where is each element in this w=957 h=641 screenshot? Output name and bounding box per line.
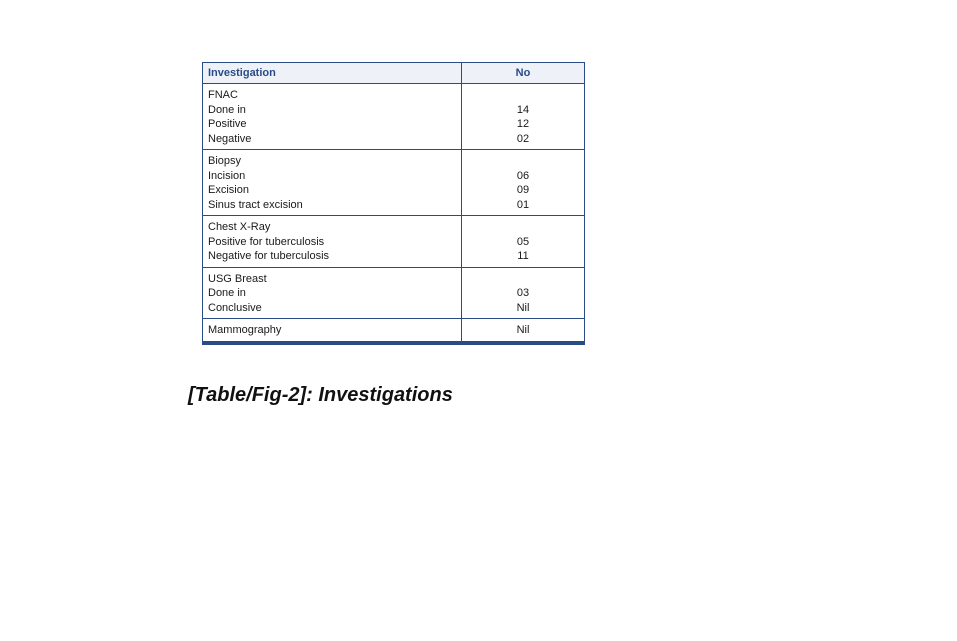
row-label: Positive [208, 118, 247, 130]
row-value: 14 [516, 103, 530, 116]
group-fnac [203, 84, 585, 150]
group-usg-breast-values [462, 267, 585, 319]
header-no: No [462, 63, 585, 84]
row-value: 02 [516, 132, 530, 145]
investigations-table [202, 62, 585, 345]
row-label: Negative for tuberculosis [208, 250, 330, 262]
group-biopsy-values [462, 150, 585, 216]
group-title: Biopsy [208, 155, 242, 167]
row-value: 05 [516, 235, 530, 248]
row-value: 06 [516, 169, 530, 182]
row-label: Negative [208, 132, 252, 145]
row-label: Conclusive [208, 301, 262, 314]
row-value: 01 [516, 198, 530, 211]
row-value: Nil [516, 324, 530, 336]
row-label: Done in [208, 287, 246, 299]
row-value: 09 [516, 184, 530, 196]
group-biopsy-labels [203, 150, 462, 216]
row-value: Nil [516, 301, 530, 314]
group-title: Chest X-Ray [208, 221, 271, 233]
group-usg-breast-labels [203, 267, 462, 319]
row-label: Mammography [208, 324, 282, 336]
table-caption: [Table/Fig-2]: Investigations [188, 384, 453, 406]
header-row [203, 63, 585, 84]
group-fnac-labels [203, 84, 462, 150]
header-investigation: Investigation [203, 63, 462, 84]
group-mammography [203, 319, 585, 343]
group-title: FNAC [208, 89, 238, 101]
group-title: USG Breast [208, 272, 267, 285]
row-label: Excision [208, 184, 249, 196]
group-biopsy [203, 150, 585, 216]
row-label: Sinus tract excision [208, 198, 303, 211]
row-value: 11 [517, 250, 529, 262]
row-label: Incision [208, 169, 246, 182]
group-chest-xray-values [462, 216, 585, 268]
row-label: Done in [208, 103, 246, 116]
group-chest-xray [203, 216, 585, 268]
group-fnac-values [462, 84, 585, 150]
row-value: 03 [516, 287, 530, 299]
row-label: Positive for tuberculosis [208, 235, 325, 248]
group-chest-xray-labels [203, 216, 462, 268]
row-value: 12 [516, 118, 530, 130]
group-usg-breast [203, 267, 585, 319]
group-mammography-value [462, 319, 585, 343]
group-mammography-label [203, 319, 462, 343]
